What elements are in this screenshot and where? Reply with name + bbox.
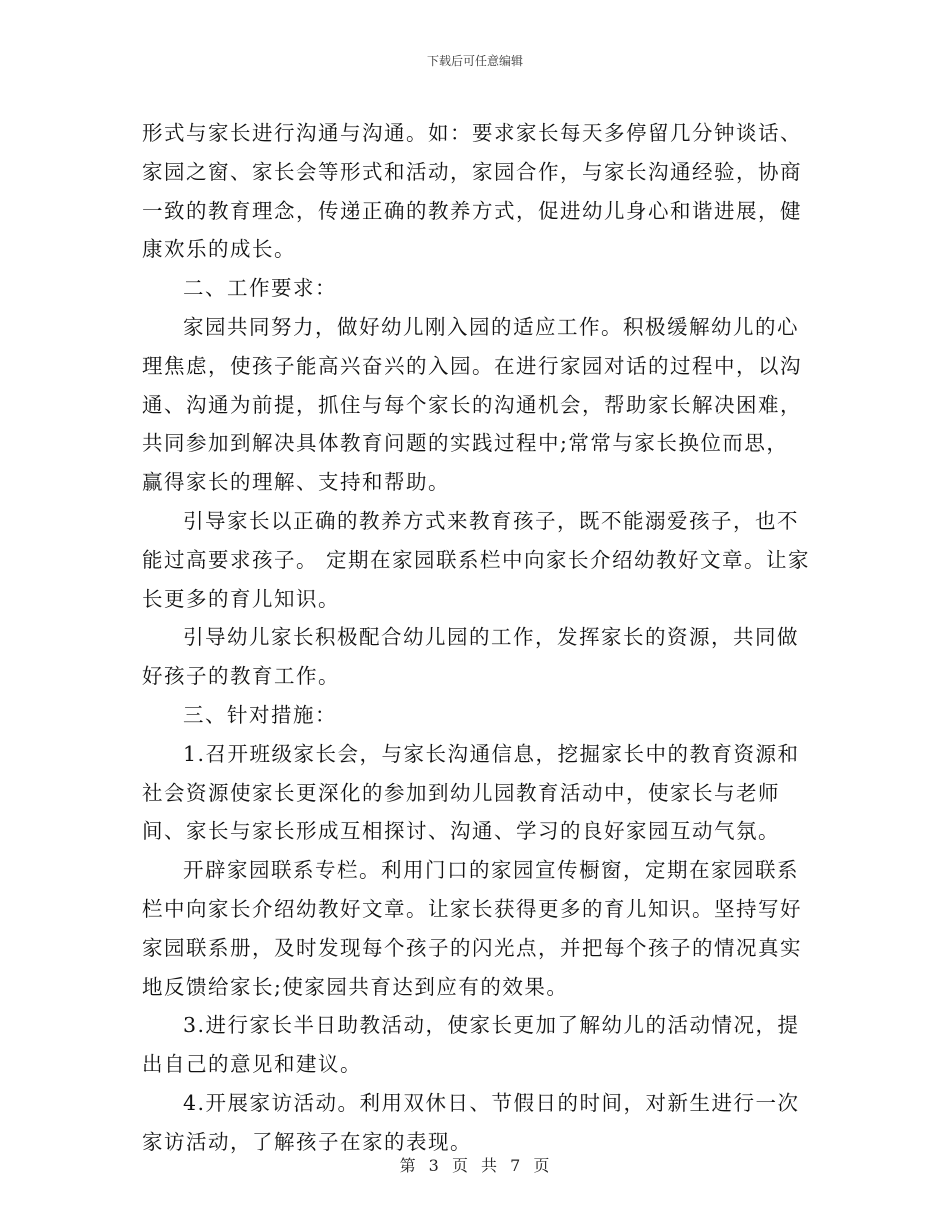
paragraph-4: 引导幼儿家长积极配合幼儿园的工作，发挥家长的资源，共同做好孩子的教育工作。: [142, 625, 799, 689]
paragraph-2: 家园共同努力，做好幼儿刚入园的适应工作。积极缓解幼儿的心理焦虑，使孩子能高兴奋兴的入园。在进行家园对话的过程中，以沟通、沟通为前提，抓住与每个家长的沟通机会，帮助家长解决困难，共同参加到解决具体教育问题的实践过程中;常常与家长换位而思，赢得家长的理解、支持和帮助。: [142, 314, 802, 495]
paragraph-3: 引导家长以正确的教养方式来教育孩子，既不能溺爱孩子，也不能过高要求孩子。 定期在家园联系栏中向家长介绍幼教好文章。让家长更多的育儿知识。: [142, 508, 811, 611]
page-header-note: 下载后可任意编辑: [426, 54, 523, 68]
section-heading-work-requirements: 二、工作要求：: [183, 276, 337, 301]
paragraph-7: 3.进行家长半日助教活动，使家长更加了解幼儿的活动情况，提出自己的意见和建议。: [142, 1013, 800, 1077]
paragraph-8: 4.开展家访活动。利用双休日、节假日的时间，对新生进行一次家访活动，了解孩子在家的表现。: [142, 1090, 800, 1154]
paragraph-1: 形式与家长进行沟通与沟通。如：要求家长每天多停留几分钟谈话、家园之窗、家长会等形式和活动，家园合作，与家长沟通经验，协商一致的教育理念，传递正确的教养方式，促进幼儿身心和谐进展，健康欢乐的成长。: [142, 121, 802, 262]
paragraph-6: 开辟家园联系专栏。利用门口的家园宣传橱窗，定期在家园联系栏中向家长介绍幼教好文章。让家长获得更多的育儿知识。坚持写好家园联系册，及时发现每个孩子的闪光点，并把每个孩子的情况真实地反馈给家长;使家园共育达到应有的效果。: [142, 858, 802, 999]
section-heading-measures: 三、针对措施：: [183, 702, 337, 727]
paragraph-5: 1.召开班级家长会，与家长沟通信息，挖掘家长中的教育资源和社会资源使家长更深化的参加到幼儿园教育活动中，使家长与老师间、家长与家长形成互相探讨、沟通、学习的良好家园互动气氛。: [142, 741, 800, 844]
page-number: 第 3 页 共 7 页: [399, 1156, 551, 1175]
document-body: [142, 114, 810, 1162]
